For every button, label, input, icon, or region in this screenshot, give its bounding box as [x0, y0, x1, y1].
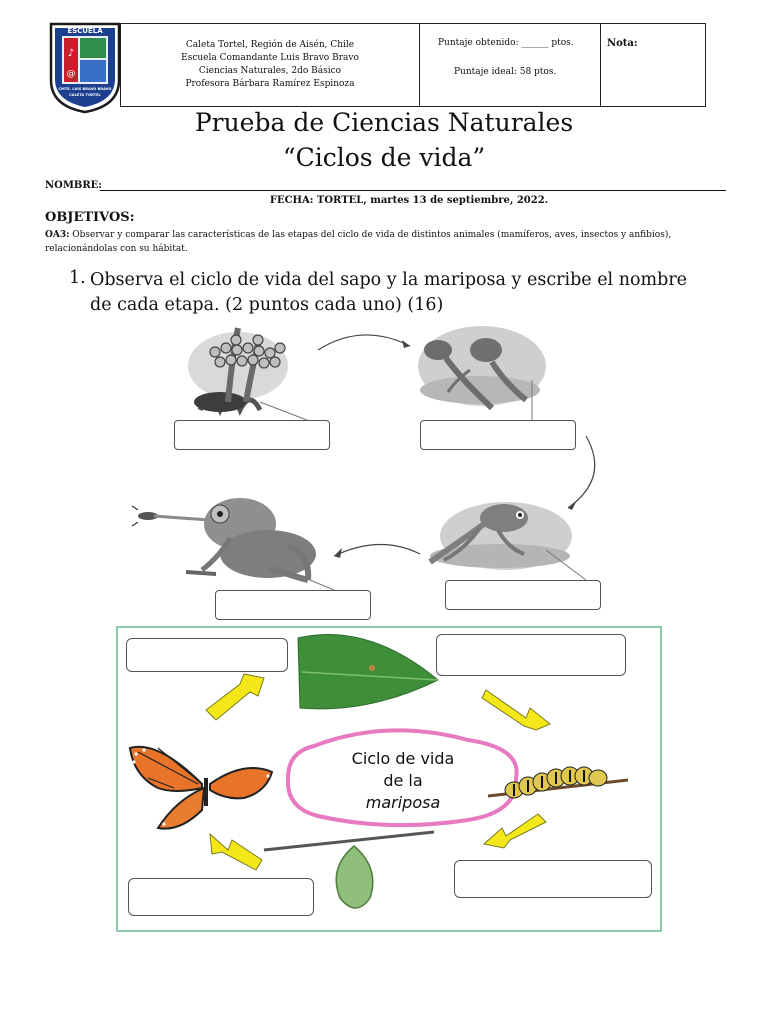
- tadpoles-image: [418, 326, 546, 422]
- froglet-image: [430, 502, 586, 580]
- logo-bottom-text: CMTE. LUIS BRAVO BRAVO: [58, 87, 112, 91]
- name-field[interactable]: [100, 190, 726, 191]
- page-title: Prueba de Ciencias Naturales: [194, 108, 574, 137]
- monarch-butterfly-image: [130, 747, 272, 829]
- leaf-with-egg-image: [298, 635, 438, 709]
- header-score-cell: [420, 24, 601, 106]
- svg-text:@: @: [66, 69, 76, 79]
- logo-top-text: ESCUELA: [67, 27, 103, 35]
- header-line-4: Profesora Bárbara Ramírez Espinoza: [185, 79, 355, 89]
- adult-frog-image: [132, 498, 334, 590]
- objective-code: OA3:: [45, 230, 70, 240]
- grade-label: Nota:: [607, 38, 638, 49]
- question-text: Observa el ciclo de vida del sapo y la mariposa y escribe el nombre de cada etapa. (2 puntos cada uno) (16): [90, 270, 688, 315]
- question-number: 1.: [69, 268, 86, 288]
- header-line-3: Ciencias Naturales, 2do Básico: [198, 66, 342, 76]
- objective-description: Observar y comparar las características de las etapas del ciclo de vida de distintos animales (mamíferos, aves, insectos y anfibios), relacionándolas con su hábitat.: [45, 230, 672, 254]
- frog-stage-1-answer-box[interactable]: [174, 420, 330, 450]
- butterfly-stage-3-answer-box[interactable]: [454, 860, 652, 898]
- bubble-line-1: Ciclo de vida: [351, 749, 455, 768]
- header-grade-cell: [601, 24, 705, 106]
- butterfly-life-cycle-frame: [116, 626, 662, 932]
- name-label: NOMBRE:: [45, 180, 102, 191]
- frog-stage-2-answer-box[interactable]: [420, 420, 576, 450]
- header-school-info: [121, 24, 420, 106]
- header-table: [120, 23, 706, 107]
- score-ideal: Puntaje ideal: 58 ptos.: [454, 67, 557, 77]
- date-line: FECHA: TORTEL, martes 13 de septiembre, 2022.: [269, 195, 549, 206]
- score-obtained: Puntaje obtenido: ______ ptos.: [438, 38, 574, 48]
- page-subtitle: “Ciclos de vida”: [282, 143, 486, 172]
- objectives-text: [45, 228, 725, 256]
- frog-stage-4-answer-box[interactable]: [215, 590, 371, 620]
- butterfly-stage-4-answer-box[interactable]: [128, 878, 314, 916]
- bubble-text: [298, 748, 508, 814]
- frog-stage-3-answer-box[interactable]: [445, 580, 601, 610]
- logo-location-text: CALETA TORTEL: [69, 93, 101, 97]
- bubble-line-3: mariposa: [365, 793, 441, 812]
- header-line-2: Escuela Comandante Luis Bravo Bravo: [181, 53, 359, 63]
- school-logo: [47, 22, 123, 114]
- frog-eggs-image: [188, 328, 312, 422]
- butterfly-stage-2-answer-box[interactable]: [436, 634, 626, 676]
- objectives-heading: OBJETIVOS:: [45, 210, 135, 225]
- header-line-1: Caleta Tortel, Región de Aisén, Chile: [185, 40, 355, 50]
- svg-text:♪: ♪: [67, 48, 75, 59]
- frog-life-cycle-illustration: [120, 318, 640, 623]
- butterfly-stage-1-answer-box[interactable]: [126, 638, 288, 672]
- bubble-line-2: de la: [383, 771, 423, 790]
